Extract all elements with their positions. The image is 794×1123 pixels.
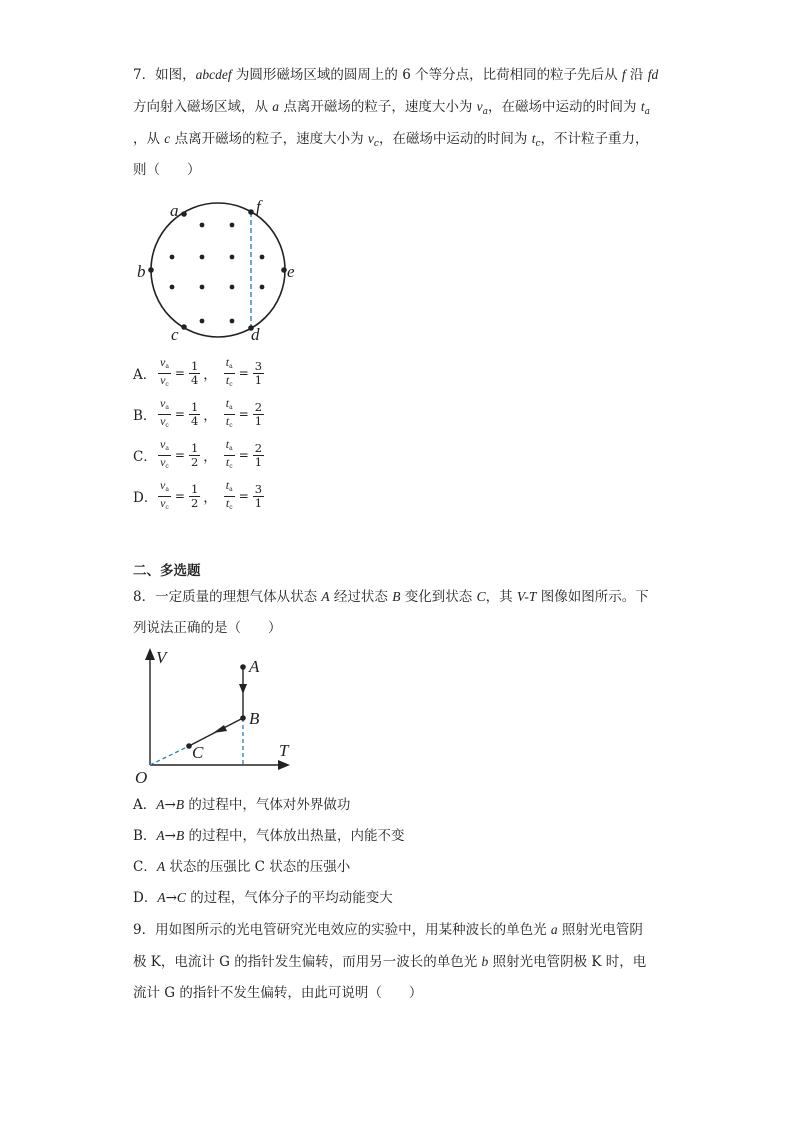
q8-option-a[interactable]: A．A→B 的过程中，气体对外界做功 [133, 797, 351, 813]
q8-line-2: 列说法正确的是（ ） [133, 620, 282, 636]
q9-line-3: 流计 G 的指针不发生偏转，由此可说明（ ） [133, 985, 423, 1001]
q9-line-2: 极 K，电流计 G 的指针发生偏转，而用另一波长的单色光 b 照射光电管阴极 K 时，电 [133, 954, 647, 970]
label-point-c: C [192, 743, 204, 762]
label-c: c [171, 325, 179, 344]
q7-option-b[interactable]: B． $\frac{va}{vc}$ = $\frac{1}{4}$ ， $\frac{ta}{tc}$ = $\frac{2}{1}$ [133, 395, 263, 429]
section-title-multiple-choice: 二、多选题 [133, 563, 201, 579]
q7-option-d[interactable]: D． $\frac{va}{vc}$ = $\frac{1}{2}$ ， $\frac{ta}{tc}$ = $\frac{3}{1}$ [133, 477, 263, 511]
oc-dashed-line [150, 746, 189, 765]
q7-line-3: ，从 c 点离开磁场的粒子，速度大小为 $v_c$，在磁场中运动的时间为 $t_c$，不计粒子重力， [133, 131, 649, 149]
ab-arrow [239, 684, 247, 694]
point-a [240, 664, 246, 670]
t-axis-arrow [278, 760, 290, 770]
label-f: f [256, 197, 261, 216]
q8-option-b[interactable]: B．A→B 的过程中，气体放出热量，内能不变 [133, 828, 405, 844]
label-t: T [279, 741, 289, 760]
q9-number: 9． [133, 922, 156, 938]
label-b: b [137, 262, 146, 281]
q7-line-1: 7．如图，abcdef 为圆形磁场区域的圆周上的 6 个等分点，比荷相同的粒子先后从 f 沿 fd [133, 67, 659, 83]
bc-arrow [213, 725, 227, 733]
point-c [186, 743, 192, 749]
label-d: d [251, 325, 260, 344]
q7-line-4: 则（ ） [133, 162, 201, 178]
label-e: e [287, 262, 295, 281]
q7-number: 7． [133, 67, 156, 83]
label-point-a: A [249, 657, 260, 676]
point-b [240, 715, 246, 721]
q8-option-d[interactable]: D．A→C 的过程，气体分子的平均动能变大 [133, 890, 393, 906]
label-v: V [156, 648, 167, 667]
label-point-b: B [249, 709, 260, 728]
q8-line-1: 8．一定质量的理想气体从状态 A 经过状态 B 变化到状态 C，其 V-T 图像如图所示。下 [133, 589, 649, 605]
v-axis-arrow [145, 648, 155, 660]
q8-number: 8． [133, 589, 156, 605]
q8-option-c[interactable]: C．A 状态的压强比 C 状态的压强小 [133, 859, 351, 875]
label-o: O [135, 768, 148, 787]
q7-line-2: 方向射入磁场区域，从 a 点离开磁场的粒子，速度大小为 $v_a$，在磁场中运动的时间为 $t_a$ [133, 99, 650, 117]
label-a: a [170, 201, 179, 220]
q7-option-a[interactable]: A． $\frac{va}{vc}$ = $\frac{1}{4}$ ， $\frac{ta}{tc}$ = $\frac{3}{1}$ [133, 354, 263, 388]
q9-line-1: 9．用如图所示的光电管研究光电效应的实验中，用某种波长的单色光 a 照射光电管阴 [133, 922, 643, 938]
q7-option-c[interactable]: C． $\frac{va}{vc}$ = $\frac{1}{2}$ ， $\frac{ta}{tc}$ = $\frac{2}{1}$ [133, 436, 263, 470]
